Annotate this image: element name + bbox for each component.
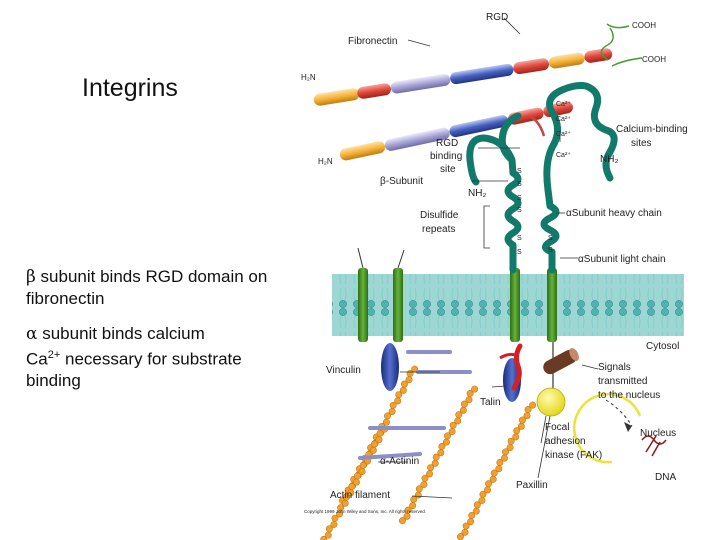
- actin-filament: [456, 400, 537, 540]
- helix-tail: [358, 248, 363, 268]
- label-s-6: S: [517, 249, 522, 256]
- label-ca-4: Ca²⁺: [556, 152, 571, 159]
- bullet-alpha-text-2: necessary for substrate: [60, 349, 242, 369]
- label-s-7: S: [548, 235, 553, 242]
- fn-domain: [512, 57, 549, 74]
- label-ca-2: Ca²⁺: [556, 116, 571, 123]
- label-calcium-binding-1: Calcium-binding: [616, 124, 688, 135]
- label-alpha-heavy: αSubunit heavy chain: [566, 208, 662, 219]
- cooh-tail-1: [607, 24, 629, 28]
- ca-superscript: 2+: [47, 349, 61, 361]
- label-rgd-site-1: RGD: [436, 138, 459, 149]
- label-s-2: S: [517, 181, 522, 188]
- dna-icon: [642, 436, 666, 456]
- actin-filament: [308, 424, 389, 540]
- label-rgd-site-3: site: [440, 164, 456, 175]
- label-signals-1: Signals: [598, 362, 631, 373]
- label-talin: Talin: [480, 397, 501, 408]
- label-focal-3: kinase (FAK): [545, 450, 603, 461]
- beta-symbol: β: [26, 267, 36, 287]
- slide-title: Integrins: [82, 74, 178, 102]
- fn-domain: [356, 82, 391, 99]
- vinculin: [381, 343, 399, 391]
- alpha-symbol: α: [26, 324, 38, 344]
- signal-capsule: [541, 346, 581, 376]
- label-rgd: RGD: [486, 12, 509, 23]
- fn-domain: [390, 73, 451, 94]
- label-signals-3: to the nucleus: [598, 390, 661, 401]
- lipid-bilayer: [332, 274, 684, 336]
- label-actinin: α-Actinin: [380, 456, 420, 467]
- alpha-heavy-chain: [544, 86, 614, 271]
- plasma-membrane: [332, 274, 684, 336]
- label-paxillin: Paxillin: [516, 480, 548, 491]
- helix: [358, 268, 368, 342]
- fibronectin-upper-domains: [313, 47, 613, 106]
- fn-domain: [548, 52, 585, 69]
- label-disulfide-2: repeats: [422, 224, 456, 235]
- label-beta-subunit: β-Subunit: [380, 176, 423, 187]
- label-actin-filament: Actin filament: [330, 490, 391, 501]
- label-nh2-left: NH₂: [468, 188, 487, 199]
- bullet-beta-text-2: fibronectin: [26, 289, 105, 308]
- label-calcium-binding-2: sites: [631, 138, 652, 149]
- label-s-8: S: [548, 247, 553, 254]
- label-s-3: S: [517, 195, 522, 202]
- fn-domain: [313, 87, 360, 106]
- label-nh2-right: NH₂: [600, 154, 619, 165]
- bullet-alpha-text-3: binding: [26, 370, 81, 390]
- label-dna: DNA: [655, 472, 677, 483]
- copyright-notice: Copyright 1999 John Wiley and Sons, Inc. All rights reserved.: [304, 509, 427, 514]
- label-ca-1: Ca²⁺: [556, 101, 571, 108]
- helix-tail: [398, 250, 404, 268]
- label-focal-1: Focal: [545, 422, 570, 433]
- label-focal-2: adhesion: [545, 436, 586, 447]
- fak-kinase: [537, 388, 565, 416]
- label-fibronectin: Fibronectin: [348, 36, 398, 47]
- fn-domain: [584, 47, 614, 63]
- bullet-beta-text: subunit binds RGD domain on: [35, 267, 268, 286]
- fn-domain: [339, 140, 386, 161]
- label-cooh-2: COOH: [642, 55, 666, 64]
- fn-domain: [449, 63, 514, 85]
- label-s-1: S: [517, 168, 522, 175]
- signal-arrowhead: [624, 422, 632, 432]
- leader-fibronectin: [408, 40, 430, 46]
- cooh-tail-2: [612, 58, 642, 66]
- leader-signals: [582, 365, 598, 369]
- helix: [393, 268, 403, 342]
- bracket-disulfide: [484, 206, 490, 248]
- label-vinculin: Vinculin: [326, 365, 361, 376]
- ca-text: Ca: [26, 349, 48, 369]
- label-alpha-light: αSubunit light chain: [578, 254, 666, 265]
- label-h2n-2: H₂N: [318, 157, 333, 166]
- label-signals-2: transmitted: [598, 376, 648, 387]
- fibronectin-upper: [313, 47, 613, 106]
- signal-arrow: [606, 400, 632, 426]
- label-h2n-1: H₂N: [301, 73, 316, 82]
- bullet-alpha-text: subunit binds calcium: [37, 324, 205, 343]
- label-cytosol: Cytosol: [646, 341, 680, 352]
- label-disulfide-1: Disulfide: [420, 210, 459, 221]
- label-nucleus: Nucleus: [640, 428, 677, 439]
- label-rgd-site-2: binding: [430, 151, 463, 162]
- label-cooh-1: COOH: [632, 21, 656, 30]
- label-ca-3: Ca²⁺: [556, 131, 571, 138]
- helix: [547, 268, 557, 342]
- label-s-4: S: [517, 207, 522, 214]
- label-s-5: S: [517, 235, 522, 242]
- helix: [510, 268, 520, 342]
